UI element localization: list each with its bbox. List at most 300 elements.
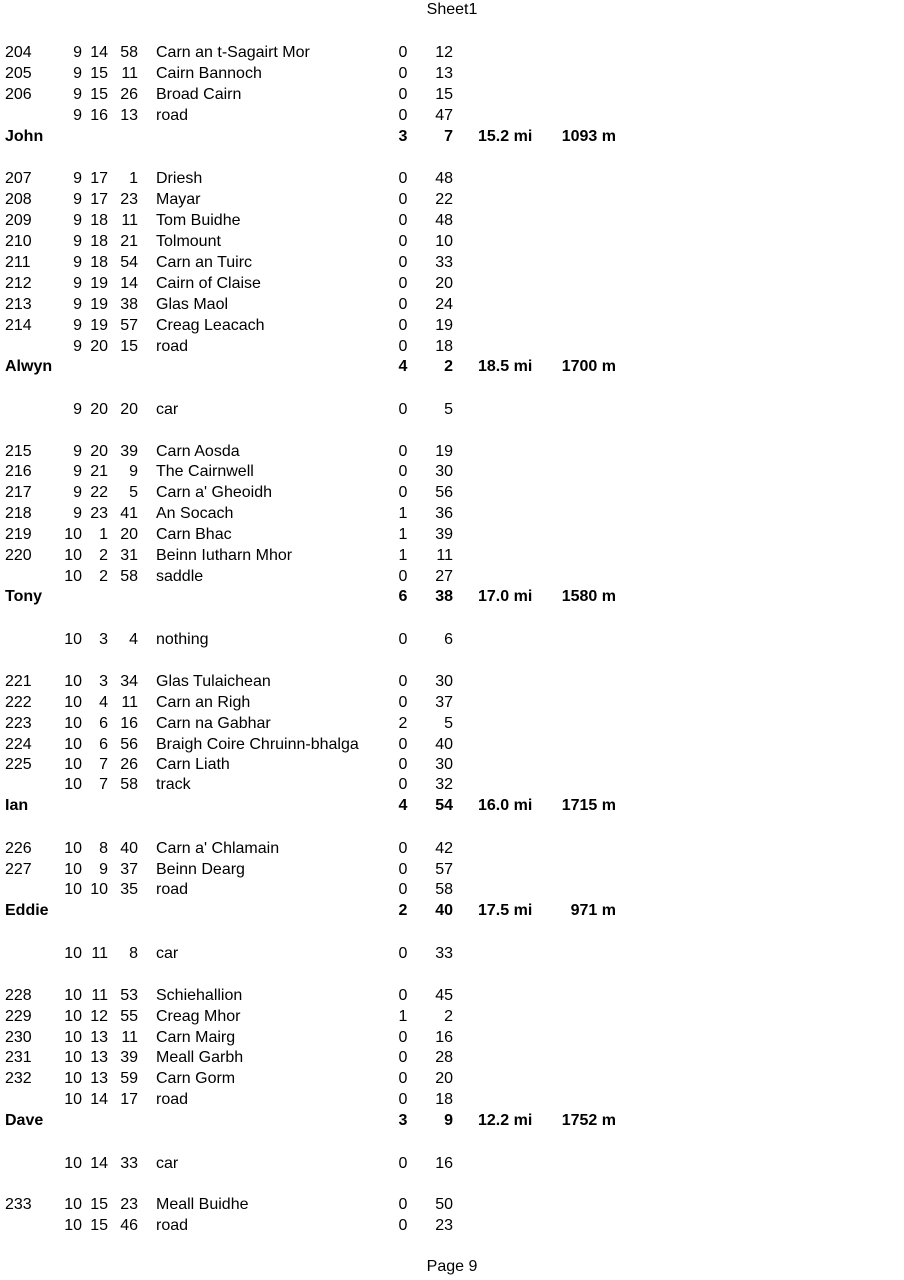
time-minutes: 18	[90, 233, 108, 250]
waypoint-name: An Socach	[156, 505, 234, 522]
waypoint-number: 219	[5, 526, 32, 543]
split-minutes: 37	[435, 694, 453, 711]
split-hours: 0	[398, 463, 408, 480]
waypoint-name: Carn a' Gheoidh	[156, 484, 273, 501]
split-hours: 1	[398, 526, 408, 543]
leg-summary-row	[0, 357, 904, 377]
waypoint-row	[0, 64, 904, 84]
waypoint-number: 211	[5, 254, 31, 271]
sheet-title: Sheet1	[426, 1, 478, 18]
split-hours: 0	[398, 233, 408, 250]
waypoint-number: 231	[5, 1049, 32, 1066]
leg-summary-row	[0, 901, 904, 921]
waypoint-number: 226	[5, 840, 32, 857]
split-hours: 0	[398, 736, 408, 753]
waypoint-row	[0, 274, 904, 294]
leg-distance: 17.0 mi	[478, 588, 533, 605]
leg-hours: 4	[398, 797, 408, 814]
waypoint-name: Schiehallion	[156, 987, 243, 1004]
waypoint-name: road	[156, 107, 189, 124]
time-hours: 10	[64, 1091, 82, 1108]
split-hours: 0	[398, 776, 408, 793]
split-minutes: 23	[435, 1217, 453, 1234]
waypoint-number: 222	[5, 694, 32, 711]
waypoint-number: 210	[5, 233, 32, 250]
split-minutes: 48	[435, 170, 453, 187]
split-minutes: 6	[444, 631, 453, 648]
split-minutes: 58	[435, 881, 453, 898]
waypoint-name: road	[156, 1091, 189, 1108]
waypoint-row	[0, 1154, 904, 1174]
time-hours: 10	[64, 526, 82, 543]
split-minutes: 22	[435, 191, 453, 208]
time-minutes: 20	[90, 338, 108, 355]
waypoint-name: Carn Bhac	[156, 526, 232, 543]
time-hours: 10	[64, 568, 82, 585]
time-hours: 10	[64, 945, 82, 962]
time-minutes: 23	[90, 505, 108, 522]
time-minutes: 14	[90, 1155, 108, 1172]
time-seconds: 11	[121, 65, 138, 82]
waypoint-row	[0, 106, 904, 126]
time-hours: 9	[73, 317, 82, 334]
leg-distance: 17.5 mi	[478, 902, 533, 919]
time-seconds: 58	[120, 44, 138, 61]
waypoint-row	[0, 169, 904, 189]
waypoint-name: Glas Tulaichean	[156, 673, 271, 690]
split-minutes: 33	[435, 254, 453, 271]
waypoint-row	[0, 43, 904, 63]
time-minutes: 14	[90, 1091, 108, 1108]
waypoint-row	[0, 85, 904, 105]
waypoint-row	[0, 714, 904, 734]
split-minutes: 28	[435, 1049, 453, 1066]
time-minutes: 16	[90, 107, 108, 124]
split-hours: 0	[398, 44, 408, 61]
leader-name: Alwyn	[5, 358, 53, 375]
time-seconds: 55	[120, 1008, 138, 1025]
split-hours: 0	[398, 840, 408, 857]
split-hours: 0	[398, 317, 408, 334]
time-minutes: 15	[90, 1217, 108, 1234]
split-minutes: 40	[435, 736, 453, 753]
leg-summary-row	[0, 587, 904, 607]
time-minutes: 21	[90, 463, 108, 480]
time-hours: 9	[73, 212, 82, 229]
time-minutes: 3	[99, 673, 108, 690]
split-hours: 0	[398, 987, 408, 1004]
time-seconds: 40	[120, 840, 138, 857]
waypoint-name: Beinn Dearg	[156, 861, 245, 878]
time-hours: 10	[64, 736, 82, 753]
time-minutes: 19	[90, 317, 108, 334]
time-seconds: 4	[129, 631, 138, 648]
time-hours: 10	[64, 756, 82, 773]
split-minutes: 39	[435, 526, 453, 543]
split-minutes: 30	[435, 673, 453, 690]
waypoint-row	[0, 316, 904, 336]
waypoint-name: car	[156, 401, 179, 418]
split-hours: 0	[398, 1070, 408, 1087]
time-hours: 10	[64, 987, 82, 1004]
time-seconds: 20	[120, 401, 138, 418]
waypoint-number: 205	[5, 65, 32, 82]
time-hours: 10	[64, 1070, 82, 1087]
waypoint-number: 212	[5, 275, 32, 292]
split-minutes: 16	[435, 1029, 453, 1046]
time-hours: 10	[64, 1217, 82, 1234]
waypoint-number: 232	[5, 1070, 32, 1087]
split-hours: 0	[398, 65, 408, 82]
waypoint-name: saddle	[156, 568, 204, 585]
waypoint-name: Carn Mairg	[156, 1029, 236, 1046]
waypoint-name: Driesh	[156, 170, 203, 187]
time-minutes: 17	[90, 170, 108, 187]
time-seconds: 57	[120, 317, 138, 334]
time-minutes: 15	[90, 86, 108, 103]
waypoint-row	[0, 1195, 904, 1215]
waypoint-row	[0, 1069, 904, 1089]
split-hours: 1	[398, 505, 408, 522]
time-hours: 10	[64, 1029, 82, 1046]
waypoint-number: 221	[5, 673, 32, 690]
waypoint-row	[0, 504, 904, 524]
waypoint-row	[0, 630, 904, 650]
split-hours: 0	[398, 1155, 408, 1172]
waypoint-name: Carn na Gabhar	[156, 715, 271, 732]
time-hours: 10	[64, 1196, 82, 1213]
waypoint-number: 223	[5, 715, 32, 732]
time-seconds: 8	[129, 945, 138, 962]
split-minutes: 11	[436, 547, 453, 564]
split-hours: 0	[398, 1196, 408, 1213]
time-minutes: 18	[90, 254, 108, 271]
waypoint-number: 215	[5, 443, 32, 460]
time-minutes: 9	[99, 861, 108, 878]
split-minutes: 13	[435, 65, 453, 82]
waypoint-name: Carn an Righ	[156, 694, 251, 711]
time-seconds: 15	[120, 338, 138, 355]
waypoint-name: Tolmount	[156, 233, 221, 250]
time-minutes: 13	[90, 1029, 108, 1046]
time-seconds: 46	[120, 1217, 138, 1234]
split-hours: 0	[398, 1091, 408, 1108]
leg-distance: 12.2 mi	[478, 1112, 533, 1129]
split-hours: 0	[398, 191, 408, 208]
waypoint-row	[0, 839, 904, 859]
waypoint-name: The Cairnwell	[156, 463, 254, 480]
waypoint-number: 207	[5, 170, 32, 187]
waypoint-name: Carn Liath	[156, 756, 230, 773]
split-minutes: 10	[435, 233, 453, 250]
time-minutes: 14	[90, 44, 108, 61]
split-minutes: 47	[435, 107, 453, 124]
time-minutes: 20	[90, 443, 108, 460]
split-minutes: 33	[435, 945, 453, 962]
leg-hours: 2	[398, 902, 408, 919]
time-seconds: 31	[120, 547, 138, 564]
time-seconds: 23	[120, 1196, 138, 1213]
time-seconds: 5	[129, 484, 138, 501]
time-seconds: 1	[129, 170, 138, 187]
waypoint-name: Cairn Bannoch	[156, 65, 262, 82]
split-minutes: 20	[435, 275, 453, 292]
time-seconds: 35	[120, 881, 138, 898]
waypoint-name: Cairn of Claise	[156, 275, 261, 292]
split-minutes: 42	[435, 840, 453, 857]
waypoint-number: 218	[5, 505, 32, 522]
time-minutes: 18	[90, 212, 108, 229]
time-minutes: 17	[90, 191, 108, 208]
time-seconds: 13	[120, 107, 138, 124]
split-hours: 0	[398, 631, 408, 648]
waypoint-row	[0, 672, 904, 692]
leg-minutes: 9	[444, 1112, 453, 1129]
leg-ascent: 1580 m	[561, 588, 616, 605]
leg-distance: 18.5 mi	[478, 358, 533, 375]
time-minutes: 15	[90, 1196, 108, 1213]
time-hours: 10	[64, 861, 82, 878]
split-hours: 1	[398, 1008, 408, 1025]
time-minutes: 4	[99, 694, 108, 711]
waypoint-name: Beinn Iutharn Mhor	[156, 547, 293, 564]
time-seconds: 37	[120, 861, 138, 878]
time-hours: 10	[64, 631, 82, 648]
waypoint-number: 213	[5, 296, 32, 313]
split-minutes: 2	[444, 1008, 453, 1025]
time-hours: 10	[64, 673, 82, 690]
split-minutes: 56	[435, 484, 453, 501]
split-minutes: 12	[435, 44, 453, 61]
waypoint-number: 204	[5, 44, 32, 61]
split-minutes: 27	[435, 568, 453, 585]
split-hours: 0	[398, 338, 408, 355]
time-seconds: 38	[120, 296, 138, 313]
time-hours: 10	[64, 694, 82, 711]
split-minutes: 36	[435, 505, 453, 522]
split-minutes: 18	[435, 1091, 453, 1108]
waypoint-row	[0, 190, 904, 210]
time-seconds: 58	[120, 568, 138, 585]
time-hours: 10	[64, 1049, 82, 1066]
waypoint-name: road	[156, 338, 189, 355]
split-minutes: 30	[435, 756, 453, 773]
split-hours: 0	[398, 296, 408, 313]
waypoint-number: 216	[5, 463, 32, 480]
split-hours: 0	[398, 443, 408, 460]
time-seconds: 16	[120, 715, 138, 732]
waypoint-row	[0, 546, 904, 566]
waypoint-row	[0, 1216, 904, 1236]
time-seconds: 26	[120, 756, 138, 773]
time-hours: 9	[73, 107, 82, 124]
time-seconds: 39	[120, 1049, 138, 1066]
time-seconds: 20	[120, 526, 138, 543]
split-minutes: 18	[435, 338, 453, 355]
waypoint-row	[0, 735, 904, 755]
leg-hours: 3	[398, 128, 408, 145]
time-minutes: 7	[99, 776, 108, 793]
waypoint-number: 233	[5, 1196, 32, 1213]
time-hours: 10	[64, 840, 82, 857]
time-hours: 9	[73, 191, 82, 208]
waypoint-row	[0, 1048, 904, 1068]
waypoint-name: Carn Gorm	[156, 1070, 236, 1087]
split-hours: 0	[398, 861, 408, 878]
waypoint-row	[0, 232, 904, 252]
time-hours: 9	[73, 338, 82, 355]
split-hours: 0	[398, 170, 408, 187]
time-minutes: 13	[90, 1049, 108, 1066]
split-minutes: 19	[435, 443, 453, 460]
time-minutes: 7	[99, 756, 108, 773]
leg-summary-row	[0, 1111, 904, 1131]
waypoint-name: Meall Garbh	[156, 1049, 244, 1066]
time-hours: 9	[73, 401, 82, 418]
time-hours: 10	[64, 776, 82, 793]
time-hours: 9	[73, 44, 82, 61]
waypoint-name: Carn an t-Sagairt Mor	[156, 44, 310, 61]
time-hours: 9	[73, 65, 82, 82]
time-minutes: 6	[99, 736, 108, 753]
split-hours: 2	[398, 715, 408, 732]
split-hours: 0	[398, 107, 408, 124]
waypoint-name: track	[156, 776, 191, 793]
split-hours: 0	[398, 694, 408, 711]
leg-ascent: 1715 m	[561, 797, 616, 814]
leg-minutes: 38	[435, 588, 453, 605]
leg-minutes: 2	[444, 358, 453, 375]
leg-distance: 15.2 mi	[478, 128, 533, 145]
leg-hours: 6	[398, 588, 408, 605]
waypoint-row	[0, 567, 904, 587]
waypoint-row	[0, 755, 904, 775]
time-seconds: 58	[120, 776, 138, 793]
split-minutes: 45	[435, 987, 453, 1004]
leg-ascent: 1752 m	[561, 1112, 616, 1129]
time-seconds: 41	[120, 505, 138, 522]
split-hours: 0	[398, 275, 408, 292]
split-minutes: 15	[435, 86, 453, 103]
waypoint-name: Meall Buidhe	[156, 1196, 249, 1213]
time-seconds: 23	[120, 191, 138, 208]
time-minutes: 22	[90, 484, 108, 501]
leg-hours: 4	[398, 358, 408, 375]
time-seconds: 54	[120, 254, 138, 271]
waypoint-name: car	[156, 945, 179, 962]
split-hours: 0	[398, 673, 408, 690]
time-minutes: 11	[91, 987, 108, 1004]
time-minutes: 3	[99, 631, 108, 648]
time-hours: 10	[64, 1008, 82, 1025]
leader-name: Eddie	[5, 902, 49, 919]
time-seconds: 26	[120, 86, 138, 103]
waypoint-number: 214	[5, 317, 32, 334]
time-minutes: 1	[99, 526, 108, 543]
time-hours: 9	[73, 443, 82, 460]
waypoint-name: Carn a' Chlamain	[156, 840, 280, 857]
waypoint-row	[0, 944, 904, 964]
waypoint-row	[0, 211, 904, 231]
split-minutes: 5	[444, 401, 453, 418]
waypoint-row	[0, 693, 904, 713]
waypoint-name: Braigh Coire Chruinn-bhalga	[156, 736, 359, 753]
waypoint-number: 227	[5, 861, 32, 878]
waypoint-row	[0, 483, 904, 503]
split-minutes: 16	[435, 1155, 453, 1172]
leg-hours: 3	[398, 1112, 408, 1129]
waypoint-name: Glas Maol	[156, 296, 229, 313]
time-seconds: 53	[120, 987, 138, 1004]
waypoint-row	[0, 860, 904, 880]
leg-ascent: 971 m	[570, 902, 616, 919]
leg-minutes: 7	[444, 128, 453, 145]
split-minutes: 24	[435, 296, 453, 313]
waypoint-name: road	[156, 1217, 189, 1234]
time-hours: 9	[73, 170, 82, 187]
waypoint-row	[0, 986, 904, 1006]
leg-minutes: 54	[435, 797, 453, 814]
time-hours: 9	[73, 233, 82, 250]
waypoint-number: 229	[5, 1008, 32, 1025]
waypoint-number: 220	[5, 547, 32, 564]
waypoint-number: 228	[5, 987, 32, 1004]
waypoint-row	[0, 253, 904, 273]
waypoint-name: Broad Cairn	[156, 86, 242, 103]
leg-ascent: 1093 m	[561, 128, 616, 145]
split-hours: 0	[398, 484, 408, 501]
waypoint-name: car	[156, 1155, 179, 1172]
time-hours: 9	[73, 484, 82, 501]
leg-ascent: 1700 m	[561, 358, 616, 375]
waypoint-row	[0, 295, 904, 315]
time-minutes: 13	[90, 1070, 108, 1087]
split-hours: 0	[398, 254, 408, 271]
waypoint-number: 209	[5, 212, 32, 229]
time-seconds: 14	[120, 275, 138, 292]
time-minutes: 8	[99, 840, 108, 857]
leg-minutes: 40	[435, 902, 453, 919]
waypoint-number: 206	[5, 86, 32, 103]
time-hours: 10	[64, 715, 82, 732]
time-hours: 9	[73, 296, 82, 313]
time-minutes: 20	[90, 401, 108, 418]
split-hours: 0	[398, 1029, 408, 1046]
time-minutes: 19	[90, 296, 108, 313]
waypoint-number: 225	[5, 756, 32, 773]
time-minutes: 12	[90, 1008, 108, 1025]
waypoint-name: Mayar	[156, 191, 201, 208]
time-hours: 9	[73, 463, 82, 480]
waypoint-number: 217	[5, 484, 32, 501]
waypoint-row	[0, 337, 904, 357]
waypoint-name: road	[156, 881, 189, 898]
leader-name: Dave	[5, 1112, 44, 1129]
waypoint-name: Carn an Tuirc	[156, 254, 253, 271]
leader-name: John	[5, 128, 44, 145]
waypoint-row	[0, 400, 904, 420]
split-hours: 0	[398, 1049, 408, 1066]
split-hours: 0	[398, 945, 408, 962]
time-minutes: 10	[90, 881, 108, 898]
time-minutes: 19	[90, 275, 108, 292]
split-hours: 0	[398, 881, 408, 898]
split-minutes: 32	[435, 776, 453, 793]
split-minutes: 20	[435, 1070, 453, 1087]
waypoint-name: Tom Buidhe	[156, 212, 241, 229]
waypoint-number: 208	[5, 191, 32, 208]
time-seconds: 17	[120, 1091, 138, 1108]
